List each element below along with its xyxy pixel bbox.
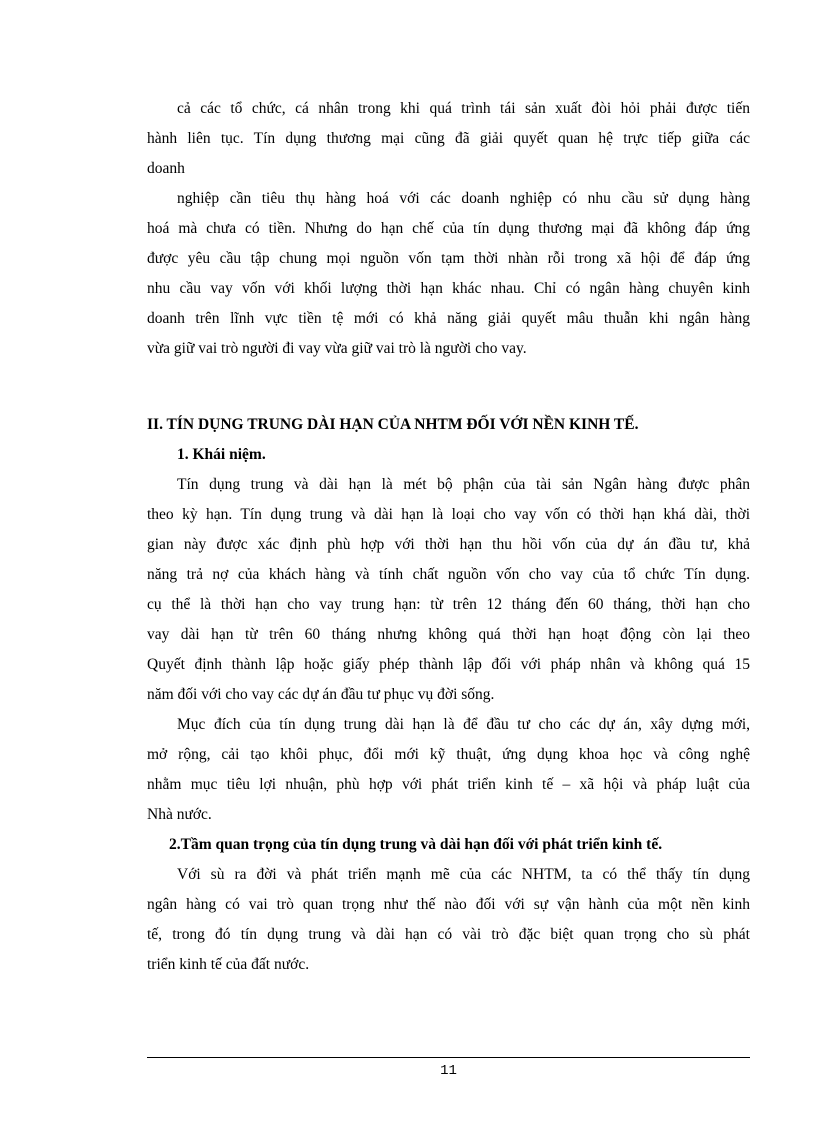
section-heading: II. TÍN DỤNG TRUNG DÀI HẠN CỦA NHTM ĐỐI VỚI NỀN KINH TẾ. bbox=[147, 416, 639, 433]
subsection-heading-1: 1. Khái niệm. bbox=[177, 446, 266, 463]
section-spacer bbox=[147, 364, 750, 410]
text-line: theo kỳ hạn. Tín dụng trung và dài hạn là loại cho vay vốn có thời hạn khá dài, thời bbox=[147, 506, 750, 523]
text-line: Nhà nước. bbox=[147, 806, 212, 823]
text-line: vừa giữ vai trò người đi vay vừa giữ vai trò là người cho vay. bbox=[147, 340, 527, 357]
text-line: nhằm mục tiêu lợi nhuận, phù hợp với phát triển kinh tế – xã hội và pháp luật của bbox=[147, 776, 750, 793]
importance-paragraph bbox=[147, 860, 750, 980]
purpose-paragraph bbox=[147, 710, 750, 830]
text-line: được yêu cầu tập chung mọi nguồn vốn tạm thời nhàn rỗi trong xã hội để đáp ứng bbox=[147, 250, 750, 267]
text-line: cả các tổ chức, cá nhân trong khi quá trình tái sản xuất đòi hỏi phải được tiến bbox=[177, 100, 750, 117]
text-line: Tín dụng trung và dài hạn là mét bộ phận của tài sản Ngân hàng được phân bbox=[177, 476, 750, 493]
page-number: 11 bbox=[440, 1063, 457, 1079]
text-line: nhu cầu vay vốn với khối lượng thời hạn khác nhau. Chỉ có ngân hàng chuyên kinh bbox=[147, 280, 750, 297]
definition-paragraph bbox=[147, 470, 750, 710]
text-line: năng trả nợ của khách hàng và tính chất nguồn vốn cho vay của tổ chức Tín dụng. bbox=[147, 566, 750, 583]
text-line: gian này được xác định phù hợp với thời hạn thu hồi vốn của dự án đầu tư, khả bbox=[147, 536, 750, 553]
text-line: mở rộng, cải tạo khôi phục, đổi mới kỹ thuật, ứng dụng khoa học và công nghệ bbox=[147, 746, 750, 763]
text-line: hành liên tục. Tín dụng thương mại cũng đã giải quyết quan hệ trực tiếp giữa các bbox=[147, 130, 750, 147]
text-line: triển kinh tế của đất nước. bbox=[147, 956, 310, 973]
text-line: cụ thể là thời hạn cho vay trung hạn: từ trên 12 tháng đến 60 tháng, thời hạn cho bbox=[147, 596, 750, 613]
text-line: doanh bbox=[147, 160, 185, 177]
text-line: tế, trong đó tín dụng trung và dài hạn có vài trò đặc biệt quan trọng cho sù phát bbox=[147, 926, 750, 943]
intro-paragraph bbox=[147, 94, 750, 364]
text-line: hoá mà chưa có tiền. Nhưng do hạn chế của tín dụng thương mại đã không đáp ứng bbox=[147, 220, 750, 237]
text-line: nghiệp cần tiêu thụ hàng hoá với các doanh nghiệp có nhu cầu sử dụng hàng bbox=[177, 190, 750, 207]
text-line: Mục đích của tín dụng trung dài hạn là để đầu tư cho các dự án, xây dựng mới, bbox=[177, 716, 750, 733]
text-line: năm đối với cho vay các dự án đầu tư phục vụ đời sống. bbox=[147, 686, 495, 703]
subsection-heading-2: 2.Tầm quan trọng của tín dụng trung và dài hạn đối với phát triển kinh tế. bbox=[169, 836, 663, 853]
text-line: vay dài hạn từ trên 60 tháng nhưng không quá thời hạn hoạt động còn lại theo bbox=[147, 626, 750, 643]
text-line: ngân hàng có vai trò quan trọng như thế nào đối với sự vận hành của một nền kinh bbox=[147, 896, 750, 913]
document-page bbox=[147, 94, 750, 980]
footer-divider bbox=[147, 1057, 750, 1058]
text-line: Với sù ra đời và phát triển mạnh mẽ của các NHTM, ta có thể thấy tín dụng bbox=[177, 866, 750, 883]
text-line: Quyết định thành lập hoặc giấy phép thành lập đối với pháp nhân và không quá 15 bbox=[147, 656, 750, 673]
text-line: doanh trên lĩnh vực tiền tệ mới có khả năng giải quyết mâu thuẫn khi ngân hàng bbox=[147, 310, 750, 327]
